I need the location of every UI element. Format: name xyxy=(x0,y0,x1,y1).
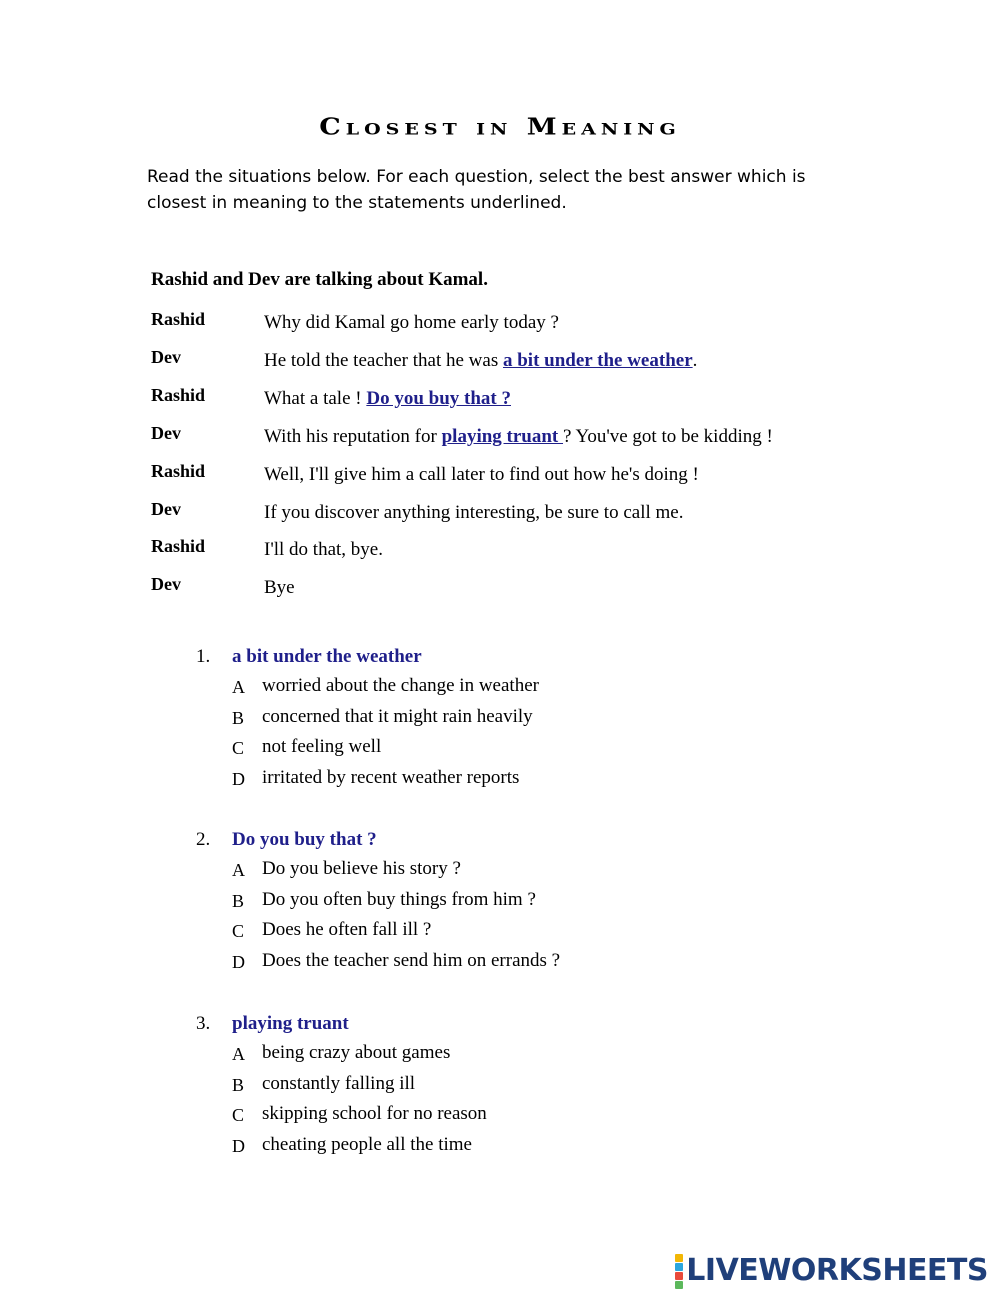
dialogue-text: . xyxy=(692,350,698,371)
option-letter[interactable]: B xyxy=(232,1074,245,1095)
dialogue-speaker: Dev xyxy=(151,499,181,519)
option-text[interactable]: Do you often buy things from him ? xyxy=(262,888,536,910)
dialogue-speaker: Rashid xyxy=(151,309,206,329)
option-text[interactable]: concerned that it might rain heavily xyxy=(262,705,533,727)
option-letter[interactable]: C xyxy=(232,738,245,759)
option-letter[interactable]: B xyxy=(232,890,245,911)
dialogue-speaker: Dev xyxy=(151,423,181,443)
question-number: 1. xyxy=(196,646,211,667)
option-text[interactable]: Do you believe his story ? xyxy=(262,858,461,879)
highlighted-phrase: Do you buy that ? xyxy=(366,388,511,409)
dialogue-speaker: Dev xyxy=(151,574,181,594)
dialogue-line xyxy=(264,388,511,410)
option-text[interactable]: Does he often fall ill ? xyxy=(262,919,432,941)
logo-blocks-icon xyxy=(675,1254,683,1289)
dialogue-line xyxy=(264,464,699,486)
option-text[interactable]: constantly falling ill xyxy=(262,1072,416,1094)
dialogue-speaker: Dev xyxy=(151,347,181,367)
option-letter[interactable]: D xyxy=(232,1136,245,1157)
dialogue-text: Why did Kamal go home early today ? xyxy=(264,312,559,333)
option-text[interactable]: skipping school for no reason xyxy=(262,1103,487,1125)
option-letter[interactable]: D xyxy=(232,952,245,973)
dialogue-text: Bye xyxy=(264,577,295,598)
dialogue-text: ? You've got to be kidding ! xyxy=(563,426,773,447)
dialogue-context: Rashid and Dev are talking about Kamal. xyxy=(151,269,488,290)
question-number: 2. xyxy=(196,829,211,850)
dialogue-speaker: Rashid xyxy=(151,536,206,556)
option-text[interactable]: irritated by recent weather reports xyxy=(262,767,520,789)
dialogue-speaker: Rashid xyxy=(151,385,206,405)
dialogue-line xyxy=(264,577,295,599)
option-text[interactable]: Does the teacher send him on errands ? xyxy=(262,950,561,972)
option-letter[interactable]: A xyxy=(232,677,245,697)
logo-block xyxy=(675,1272,683,1280)
dialogue-line xyxy=(264,350,697,372)
question-number: 3. xyxy=(196,1013,211,1034)
logo-block xyxy=(675,1263,683,1271)
option-text[interactable]: not feeling well xyxy=(262,736,382,758)
dialogue-text: Well, I'll give him a call later to find out how he's doing ! xyxy=(264,464,699,485)
option-letter[interactable]: D xyxy=(232,769,245,790)
instructions: Read the situations below. For each question, select the best answer which is closest in meaning to the statements underlined. xyxy=(147,167,806,213)
question-phrase: playing truant xyxy=(232,1013,349,1034)
option-letter[interactable]: B xyxy=(232,707,245,728)
dialogue-text: With his reputation for xyxy=(264,426,442,447)
dialogue-text: What a tale ! xyxy=(264,388,367,409)
highlighted-phrase: playing truant xyxy=(441,426,564,447)
dialogue-text: If you discover anything interesting, be sure to call me. xyxy=(264,502,684,523)
option-text[interactable]: cheating people all the time xyxy=(262,1134,472,1156)
dialogue-line xyxy=(264,312,559,334)
dialogue-text: He told the teacher that he was xyxy=(264,350,503,371)
logo-block xyxy=(675,1281,683,1289)
option-letter[interactable]: A xyxy=(232,860,245,880)
question-phrase: Do you buy that ? xyxy=(232,829,377,850)
option-text[interactable]: being crazy about games xyxy=(262,1042,451,1063)
option-text[interactable]: worried about the change in weather xyxy=(262,675,539,696)
highlighted-phrase: a bit under the weather xyxy=(502,350,693,371)
logo-block xyxy=(675,1254,683,1262)
dialogue-line xyxy=(264,502,683,524)
logo-text: LIVEWORKSHEETS xyxy=(686,1253,988,1288)
dialogue-line xyxy=(264,426,773,448)
liveworksheets-logo xyxy=(675,1253,988,1289)
option-letter[interactable]: C xyxy=(232,921,245,942)
option-letter[interactable]: C xyxy=(232,1105,245,1126)
dialogue-speaker: Rashid xyxy=(151,461,206,481)
dialogue-line xyxy=(264,539,383,561)
question-phrase: a bit under the weather xyxy=(232,646,422,667)
dialogue-text: I'll do that, bye. xyxy=(264,539,383,560)
page-title: Closest in Meaning xyxy=(319,114,681,141)
option-letter[interactable]: A xyxy=(232,1044,245,1064)
